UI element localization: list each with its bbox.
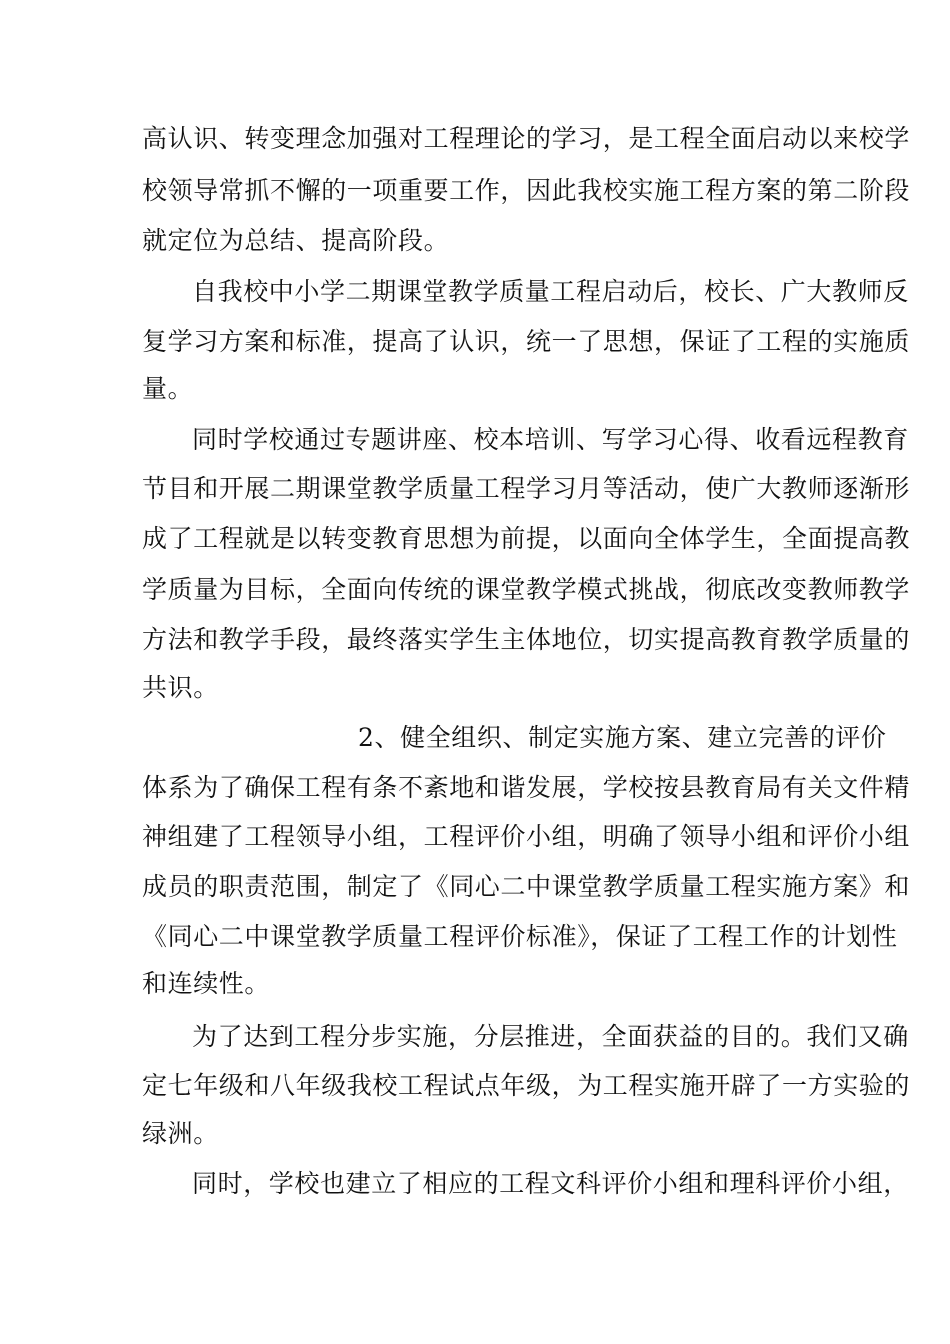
text-line: 复学习方案和标准，提高了认识，统一了思想，保证了工程的实施质 [142,327,911,356]
text-line: 绿洲。 [142,1119,219,1148]
text-line: 同时学校通过专题讲座、校本培训、写学习心得、收看远程教育 [192,425,909,454]
text-line: 神组建了工程领导小组，工程评价小组，明确了领导小组和评价小组 [142,822,911,851]
text-line: 就定位为总结、提高阶段。 [142,226,450,255]
text-line: 成员的职责范围，制定了《同心二中课堂教学质量工程实施方案》和 [142,872,911,901]
text-line: 校领导常抓不懈的一项重要工作，因此我校实施工程方案的第二阶段 [142,176,911,205]
text-line: 为了达到工程分步实施，分层推进，全面获益的目的。我们又确 [192,1022,909,1051]
text-line: 体系为了确保工程有条不紊地和谐发展，学校按县教育局有关文件精 [142,773,911,802]
text-line: 节目和开展二期课堂教学质量工程学习月等活动，使广大教师逐渐形 [142,474,911,503]
text-line: 高认识、转变理念加强对工程理论的学习，是工程全面启动以来校学 [142,124,911,153]
text-line: 定七年级和八年级我校工程试点年级，为工程实施开辟了一方实验的 [142,1071,911,1100]
text-line: 《同心二中课堂教学质量工程评价标准》，保证了工程工作的计划性 [142,922,898,951]
text-line: 共识。 [142,673,219,702]
text-line: 学质量为目标，全面向传统的课堂教学模式挑战，彻底改变教师教学 [142,575,911,604]
text-line: 同时，学校也建立了相应的工程文科评价小组和理科评价小组， [192,1169,909,1198]
text-line: 成了工程就是以转变教育思想为前提，以面向全体学生，全面提高教 [142,524,911,553]
text-line: 方法和教学手段，最终落实学生主体地位，切实提高教育教学质量的 [142,625,911,654]
section-heading: 2、健全组织、制定实施方案、建立完善的评价 [358,723,887,752]
text-line: 自我校中小学二期课堂教学质量工程启动后，校长、广大教师反 [192,277,909,306]
text-line: 量。 [142,374,194,403]
text-line: 和连续性。 [142,969,271,998]
